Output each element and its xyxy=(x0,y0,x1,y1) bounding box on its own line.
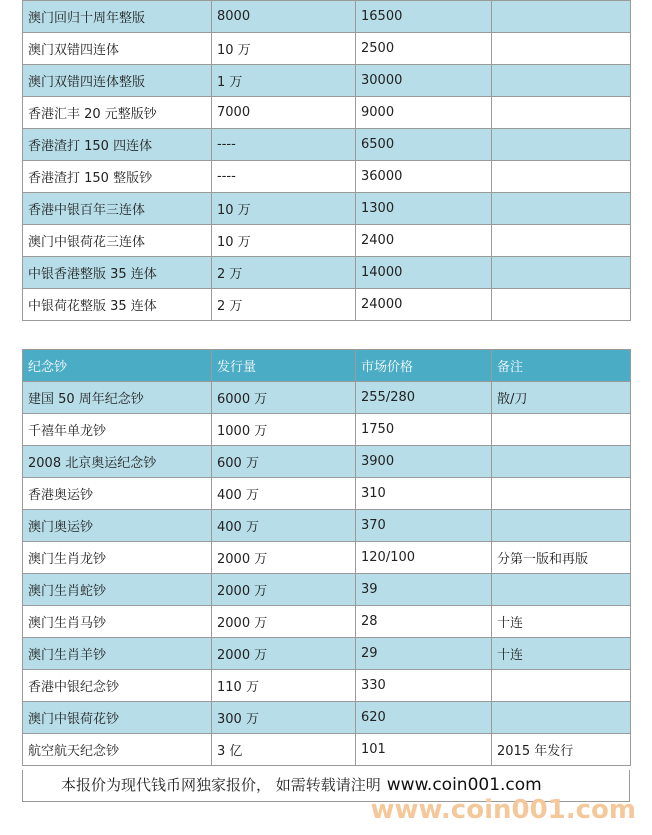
table-row xyxy=(23,478,631,510)
table-cell xyxy=(492,257,631,289)
table-cell: 3 亿 xyxy=(212,734,356,766)
table-cell: 2000 万 xyxy=(212,606,356,638)
table-cell: 9000 xyxy=(356,97,492,129)
table-cell: 澳门中银荷花三连体 xyxy=(23,225,212,257)
notice-text: 本报价为现代钱币网独家报价， 如需转载请注明 xyxy=(61,776,381,794)
table-cell: 2000 万 xyxy=(212,638,356,670)
table-cell: 2000 万 xyxy=(212,574,356,606)
table-cell xyxy=(492,670,631,702)
table-cell xyxy=(492,510,631,542)
table-cell: 600 万 xyxy=(212,446,356,478)
table-cell: 10 万 xyxy=(212,193,356,225)
price-table-commemorative-body xyxy=(23,350,631,766)
price-table-sets-body xyxy=(23,1,631,321)
table-row xyxy=(23,161,631,193)
table-cell: 400 万 xyxy=(212,510,356,542)
table-cell: 澳门生肖马钞 xyxy=(23,606,212,638)
table-cell: 澳门奥运钞 xyxy=(23,510,212,542)
table-row xyxy=(23,542,631,574)
table-cell: 10 万 xyxy=(212,225,356,257)
table-cell: 39 xyxy=(356,574,492,606)
table-cell xyxy=(492,414,631,446)
table-cell: 分第一版和再版 xyxy=(492,542,631,574)
table-cell xyxy=(492,574,631,606)
table-cell: 1000 万 xyxy=(212,414,356,446)
table-row xyxy=(23,257,631,289)
table-cell xyxy=(492,33,631,65)
table-cell xyxy=(492,129,631,161)
table-row xyxy=(23,97,631,129)
table-cell xyxy=(492,225,631,257)
table-cell: 10 万 xyxy=(212,33,356,65)
table-cell: 香港中银纪念钞 xyxy=(23,670,212,702)
table-cell: 散/刀 xyxy=(492,382,631,414)
table-row xyxy=(23,129,631,161)
table-cell xyxy=(492,161,631,193)
table-cell: 香港汇丰 20 元整版钞 xyxy=(23,97,212,129)
price-table-commemorative xyxy=(22,349,631,766)
table-cell: 十连 xyxy=(492,638,631,670)
header-cell: 纪念钞 xyxy=(23,350,212,382)
table-cell: 7000 xyxy=(212,97,356,129)
table-cell: 1300 xyxy=(356,193,492,225)
header-cell: 发行量 xyxy=(212,350,356,382)
table-cell: 2008 北京奥运纪念钞 xyxy=(23,446,212,478)
table-cell: 中银香港整版 35 连体 xyxy=(23,257,212,289)
table-cell xyxy=(492,97,631,129)
table-cell: 千禧年单龙钞 xyxy=(23,414,212,446)
table-row xyxy=(23,638,631,670)
table-header-row xyxy=(23,350,631,382)
table-cell: 2000 万 xyxy=(212,542,356,574)
table-cell xyxy=(492,446,631,478)
table-cell: 2400 xyxy=(356,225,492,257)
table-cell: 110 万 xyxy=(212,670,356,702)
table-row xyxy=(23,1,631,33)
table-row xyxy=(23,734,631,766)
table-cell: 400 万 xyxy=(212,478,356,510)
table-cell: ---- xyxy=(212,161,356,193)
site-link[interactable]: www.coin001.com xyxy=(386,775,542,795)
table-row xyxy=(23,193,631,225)
table-cell: 香港中银百年三连体 xyxy=(23,193,212,225)
table-cell: 澳门回归十周年整版 xyxy=(23,1,212,33)
table-cell: 澳门双错四连体整版 xyxy=(23,65,212,97)
table-cell: 中银荷花整版 35 连体 xyxy=(23,289,212,321)
table-cell: 香港渣打 150 整版钞 xyxy=(23,161,212,193)
table-cell: 2015 年发行 xyxy=(492,734,631,766)
header-cell: 市场价格 xyxy=(356,350,492,382)
table-cell: 29 xyxy=(356,638,492,670)
table-row xyxy=(23,670,631,702)
table-row xyxy=(23,446,631,478)
table-cell: 2 万 xyxy=(212,257,356,289)
table-cell: 300 万 xyxy=(212,702,356,734)
watermark-logo: www.coin001.com xyxy=(370,795,636,825)
table-cell: 30000 xyxy=(356,65,492,97)
table-cell: 14000 xyxy=(356,257,492,289)
table-cell: 十连 xyxy=(492,606,631,638)
table-cell: ---- xyxy=(212,129,356,161)
table-row xyxy=(23,606,631,638)
header-cell: 备注 xyxy=(492,350,631,382)
table-cell: 620 xyxy=(356,702,492,734)
table-cell xyxy=(492,478,631,510)
table-cell: 6000 万 xyxy=(212,382,356,414)
table-cell: 1750 xyxy=(356,414,492,446)
table-cell: 310 xyxy=(356,478,492,510)
table-cell: 建国 50 周年纪念钞 xyxy=(23,382,212,414)
table-cell: 1 万 xyxy=(212,65,356,97)
table-cell: 2500 xyxy=(356,33,492,65)
table-cell: 航空航天纪念钞 xyxy=(23,734,212,766)
table-row xyxy=(23,574,631,606)
table-cell: 255/280 xyxy=(356,382,492,414)
table-cell xyxy=(492,65,631,97)
table-cell xyxy=(492,193,631,225)
table-row xyxy=(23,225,631,257)
table-cell: 3900 xyxy=(356,446,492,478)
table-row xyxy=(23,33,631,65)
table-row xyxy=(23,414,631,446)
table-cell xyxy=(492,1,631,33)
table-cell: 6500 xyxy=(356,129,492,161)
table-row xyxy=(23,510,631,542)
table-cell: 澳门中银荷花钞 xyxy=(23,702,212,734)
table-cell: 2 万 xyxy=(212,289,356,321)
table-cell: 16500 xyxy=(356,1,492,33)
table-cell: 24000 xyxy=(356,289,492,321)
table-row xyxy=(23,289,631,321)
table-cell: 香港渣打 150 四连体 xyxy=(23,129,212,161)
table-cell: 101 xyxy=(356,734,492,766)
table-cell: 28 xyxy=(356,606,492,638)
table-cell xyxy=(492,702,631,734)
table-row xyxy=(23,702,631,734)
table-cell: 香港奥运钞 xyxy=(23,478,212,510)
table-cell: 澳门生肖羊钞 xyxy=(23,638,212,670)
table-cell: 澳门生肖蛇钞 xyxy=(23,574,212,606)
table-cell: 36000 xyxy=(356,161,492,193)
table-row xyxy=(23,65,631,97)
table-row xyxy=(23,382,631,414)
table-cell: 330 xyxy=(356,670,492,702)
table-cell xyxy=(492,289,631,321)
table-cell: 120/100 xyxy=(356,542,492,574)
table-cell: 370 xyxy=(356,510,492,542)
table-cell: 8000 xyxy=(212,1,356,33)
price-table-sets xyxy=(22,0,631,321)
table-cell: 澳门生肖龙钞 xyxy=(23,542,212,574)
table-cell: 澳门双错四连体 xyxy=(23,33,212,65)
